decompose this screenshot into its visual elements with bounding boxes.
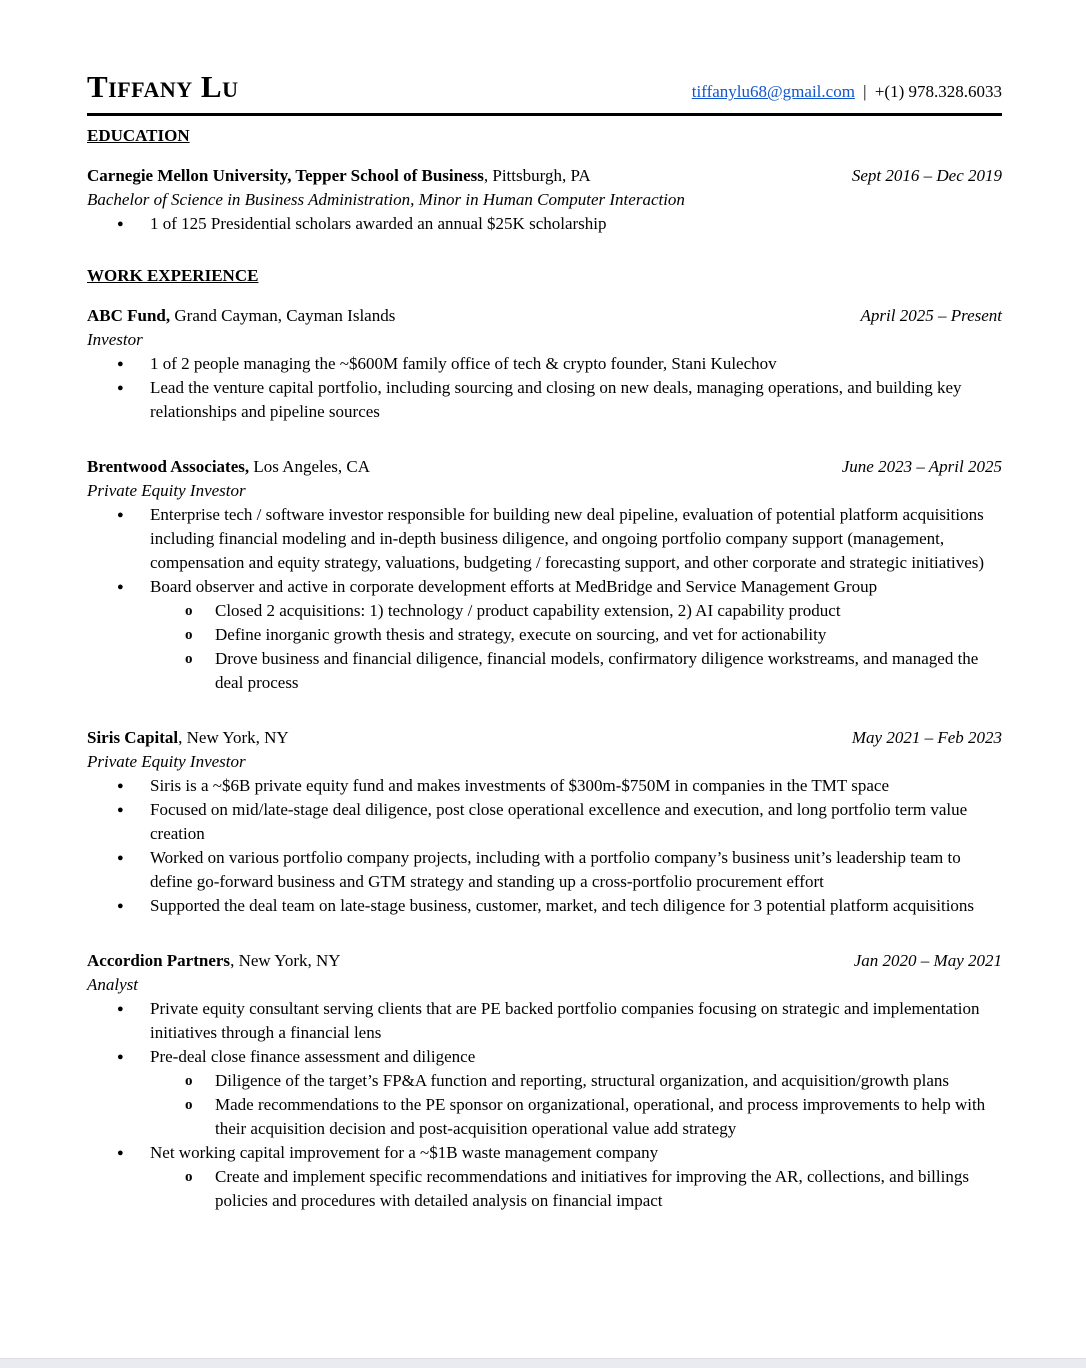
sub-bullet-marker-icon: o [185, 627, 193, 644]
bullet-item [87, 997, 1002, 1045]
bullet-item [87, 774, 1002, 798]
bullet-item [87, 1045, 1002, 1069]
sub-bullet-text: Drove business and financial diligence, financial models, confirmatory diligence workstreams, and managed the deal process [215, 649, 979, 693]
bullet-text: Supported the deal team on late-stage business, customer, market, and tech diligence for 3 potential platform acquisitions [150, 896, 975, 916]
section-title: WORK EXPERIENCE [87, 266, 259, 286]
organization-location: Los Angeles, CA [249, 457, 371, 477]
sub-bullet-text: Diligence of the target’s FP&A function and reporting, structural organization, and acquisition/growth plans [215, 1071, 949, 1091]
bullet-list [87, 352, 1002, 424]
resume-sections [87, 125, 1002, 1213]
bullet-text: Siris is a ~$6B private equity fund and makes investments of $300m-$750M in companies in the TMT space [150, 776, 889, 796]
organization-location: , New York, NY [230, 951, 341, 971]
bullet-marker-icon: ● [117, 1147, 124, 1160]
bullet-list [87, 774, 1002, 918]
page-bottom-edge [0, 1358, 1086, 1368]
experience-entry [87, 455, 1002, 695]
entry-header [87, 455, 1002, 479]
sub-bullet-item [87, 623, 1002, 647]
bullet-marker-icon: ● [117, 382, 124, 395]
sub-bullet-marker-icon: o [185, 1169, 193, 1186]
sub-bullet-text: Made recommendations to the PE sponsor on organizational, operational, and process improvements to help with their acquisition decision and post-acquisition operational value add strategy [215, 1095, 986, 1139]
entry-role: Investor [87, 330, 143, 350]
org-and-location [87, 726, 289, 750]
bullet-item [87, 352, 1002, 376]
bullet-item [87, 894, 1002, 918]
bullet-list [87, 503, 1002, 695]
experience-entry [87, 949, 1002, 1213]
organization-name: ABC Fund, [87, 306, 171, 326]
organization-name: Siris Capital [87, 728, 179, 748]
bullet-marker-icon: ● [117, 509, 124, 522]
experience-entry [87, 304, 1002, 424]
org-and-location [87, 455, 370, 479]
phone-number: +(1) 978.328.6033 [874, 82, 1002, 101]
entry-header [87, 304, 1002, 328]
resume-header [87, 70, 1002, 104]
bullet-marker-icon: ● [117, 900, 124, 913]
bullet-list [87, 212, 1002, 236]
bullet-text: 1 of 125 Presidential scholars awarded an annual $25K scholarship [150, 214, 607, 234]
bullet-item [87, 212, 1002, 236]
bullet-marker-icon: ● [117, 852, 124, 865]
bullet-item [87, 575, 1002, 599]
sub-bullet-text: Define inorganic growth thesis and strategy, execute on sourcing, and vet for actionability [215, 625, 827, 645]
entry-role: Private Equity Investor [87, 752, 246, 772]
bullet-text: Lead the venture capital portfolio, including sourcing and closing on new deals, managing operations, and building key relationships and pipeline sources [150, 378, 962, 422]
section-title: EDUCATION [87, 126, 190, 146]
resume-section [87, 265, 1002, 1213]
bullet-item [87, 798, 1002, 846]
contact-separator: | [863, 82, 867, 101]
bullet-marker-icon: ● [117, 804, 124, 817]
email-link[interactable]: tiffanylu68@gmail.com [691, 82, 855, 101]
entry-header [87, 949, 1002, 973]
org-and-location [87, 949, 341, 973]
organization-name: Carnegie Mellon University, Tepper School of Business [87, 166, 484, 186]
experience-entry [87, 726, 1002, 918]
bullet-text: 1 of 2 people managing the ~$600M family office of tech & crypto founder, Stani Kulechov [150, 354, 777, 374]
organization-location: , Pittsburgh, PA [483, 166, 591, 186]
sub-bullet-item [87, 647, 1002, 695]
sub-bullet-item [87, 1069, 1002, 1093]
entry-dates: Sept 2016 – Dec 2019 [851, 166, 1002, 186]
bullet-item [87, 376, 1002, 424]
bullet-text: Worked on various portfolio company projects, including with a portfolio company’s business unit’s leadership team to define go-forward business and GTM strategy and standing up a cross-portfolio procurement effort [150, 848, 961, 892]
bullet-text: Enterprise tech / software investor responsible for building new deal pipeline, evaluation of potential platform acquisitions including financial modeling and in-depth business diligence, and ongoing portfolio company support (management, compensation and equity strategy, valuations, budgeting / forecasting support, and other corporate and strategic initiatives) [150, 505, 985, 573]
bullet-text: Pre-deal close finance assessment and diligence [150, 1047, 476, 1067]
bullet-item [87, 1141, 1002, 1165]
contact-info [692, 80, 1002, 104]
organization-name: Brentwood Associates, [87, 457, 250, 477]
bullet-marker-icon: ● [117, 218, 124, 231]
sub-bullet-marker-icon: o [185, 1097, 193, 1114]
entry-dates: April 2025 – Present [860, 306, 1002, 326]
entry-dates: June 2023 – April 2025 [841, 457, 1002, 477]
bullet-marker-icon: ● [117, 1003, 124, 1016]
entry-role: Bachelor of Science in Business Administration, Minor in Human Computer Interaction [87, 190, 685, 210]
organization-name: Accordion Partners [87, 951, 231, 971]
person-name: Tiffany Lu [87, 69, 239, 104]
entry-header [87, 164, 1002, 188]
organization-location: Grand Cayman, Cayman Islands [170, 306, 396, 326]
organization-location: , New York, NY [178, 728, 289, 748]
sub-bullet-text: Closed 2 acquisitions: 1) technology / product capability extension, 2) AI capability product [215, 601, 841, 621]
bullet-text: Private equity consultant serving clients that are PE backed portfolio companies focusing on strategic and implementation initiatives through a financial lens [150, 999, 980, 1043]
bullet-marker-icon: ● [117, 1051, 124, 1064]
sub-bullet-item [87, 599, 1002, 623]
sub-bullet-marker-icon: o [185, 651, 193, 668]
bullet-item [87, 846, 1002, 894]
entry-dates: Jan 2020 – May 2021 [853, 951, 1002, 971]
org-and-location [87, 304, 395, 328]
entry-role: Analyst [87, 975, 138, 995]
header-divider [87, 113, 1002, 116]
sub-bullet-text: Create and implement specific recommendations and initiatives for improving the AR, collections, and billings policies and procedures with detailed analysis on financial impact [215, 1167, 969, 1211]
resume-section [87, 125, 1002, 236]
bullet-marker-icon: ● [117, 581, 124, 594]
sub-bullet-marker-icon: o [185, 603, 193, 620]
sub-bullet-item [87, 1165, 1002, 1213]
bullet-marker-icon: ● [117, 780, 124, 793]
entry-header [87, 726, 1002, 750]
entry-dates: May 2021 – Feb 2023 [851, 728, 1002, 748]
bullet-text: Net working capital improvement for a ~$1B waste management company [150, 1143, 659, 1163]
sub-bullet-item [87, 1093, 1002, 1141]
bullet-item [87, 503, 1002, 575]
entry-role: Private Equity Investor [87, 481, 246, 501]
experience-entry [87, 164, 1002, 236]
sub-bullet-marker-icon: o [185, 1073, 193, 1090]
bullet-list [87, 997, 1002, 1213]
bullet-marker-icon: ● [117, 358, 124, 371]
bullet-text: Board observer and active in corporate development efforts at MedBridge and Service Management Group [150, 577, 878, 597]
bullet-text: Focused on mid/late-stage deal diligence, post close operational excellence and execution, and long portfolio term value creation [150, 800, 968, 844]
org-and-location [87, 164, 591, 188]
